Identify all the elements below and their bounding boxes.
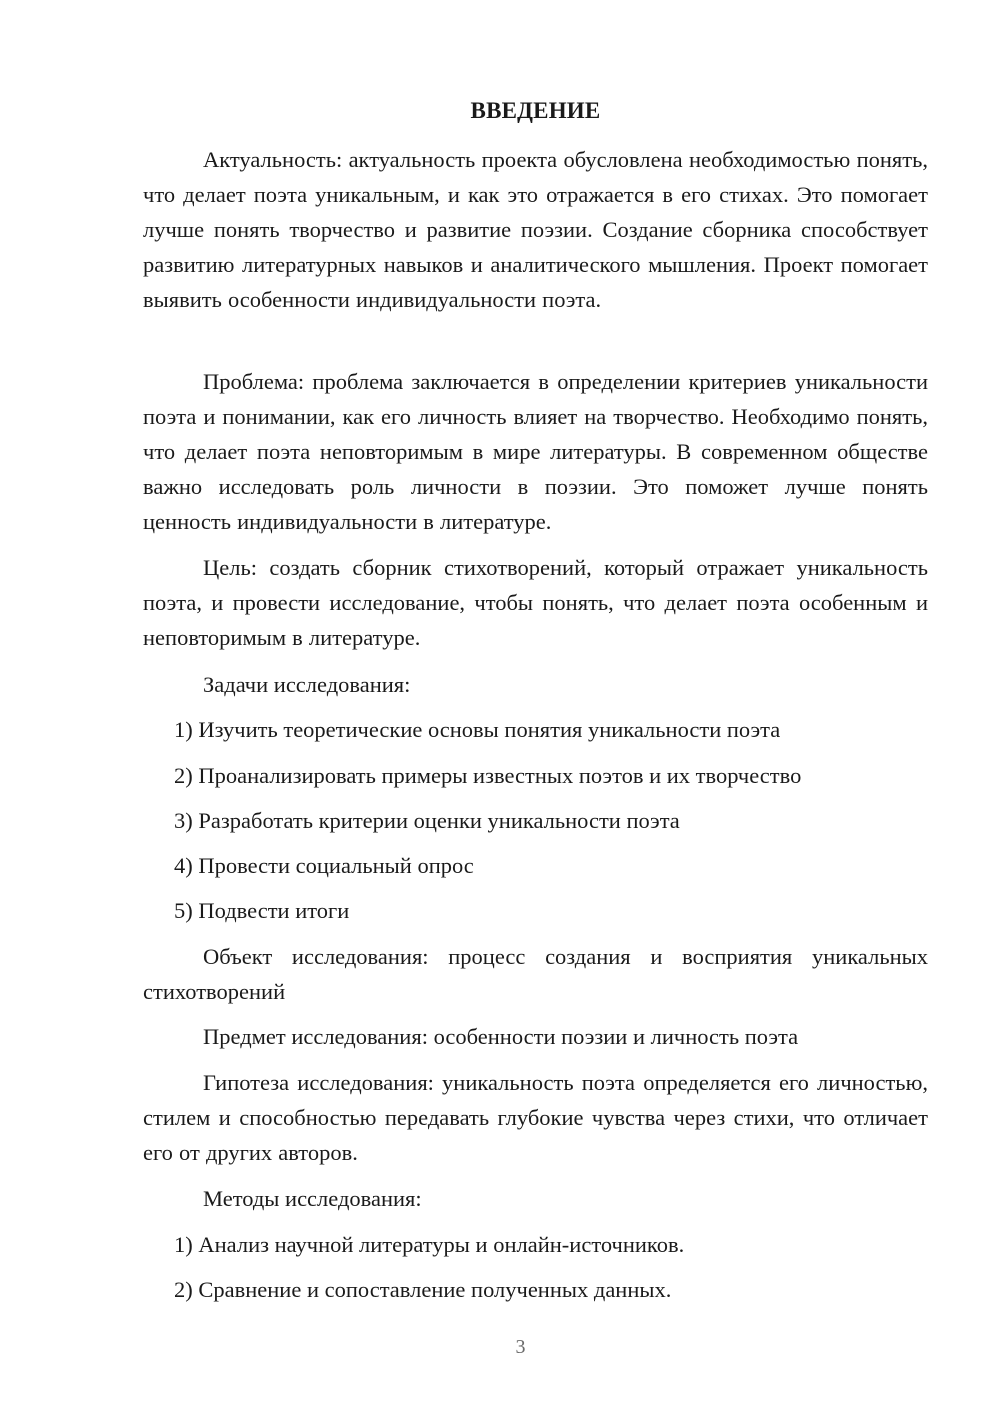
task-item: 1) Изучить теоретические основы понятия уникальности поэта (174, 717, 781, 742)
subject-paragraph: Предмет исследования: особенности поэзии и личность поэта (203, 1024, 799, 1049)
object-paragraph: Объект исследования: процесс создания и восприятия уникальных стихотворений (143, 944, 928, 1004)
page-number: 3 (515, 1336, 526, 1358)
method-item: 1) Анализ научной литературы и онлайн-источников. (174, 1232, 685, 1257)
hypothesis-paragraph: Гипотеза исследования: уникальность поэта определяется его личностью, стилем и способностью передавать глубокие чувства через стихи, что отличает его от других авторов. (143, 1070, 928, 1165)
methods-title: Методы исследования: (203, 1186, 422, 1211)
task-item: 4) Провести социальный опрос (174, 853, 474, 878)
tasks-title: Задачи исследования: (203, 672, 411, 697)
task-item: 3) Разработать критерии оценки уникальности поэта (174, 808, 680, 833)
relevance-paragraph: Актуальность: актуальность проекта обусловлена необходимостью понять, что делает поэта уникальным, и как это отражается в его стихах. Это помогает лучше понять творчество и развитие поэзии. Создание сборника способствует развитию литературных навыков и аналитического мышления. Проект помогает выявить особенности индивидуальности поэта. (143, 147, 928, 312)
problem-paragraph: Проблема: проблема заключается в определении критериев уникальности поэта и понимании, как его личность влияет на творчество. Необходимо понять, что делает поэта неповторимым в мире литературы. В современном обществе важно исследовать роль личности в поэзии. Это поможет лучше понять ценность индивидуальности в литературе. (143, 369, 928, 534)
task-item: 2) Проанализировать примеры известных поэтов и их творчество (174, 763, 802, 788)
method-item: 2) Сравнение и сопоставление полученных данных. (174, 1277, 672, 1302)
document-page (143, 0, 928, 1414)
task-item: 5) Подвести итоги (174, 898, 350, 923)
goal-paragraph: Цель: создать сборник стихотворений, который отражает уникальность поэта, и провести исследование, чтобы понять, что делает поэта особенным и неповторимым в литературе. (143, 555, 928, 650)
page-title: ВВЕДЕНИЕ (470, 98, 601, 123)
